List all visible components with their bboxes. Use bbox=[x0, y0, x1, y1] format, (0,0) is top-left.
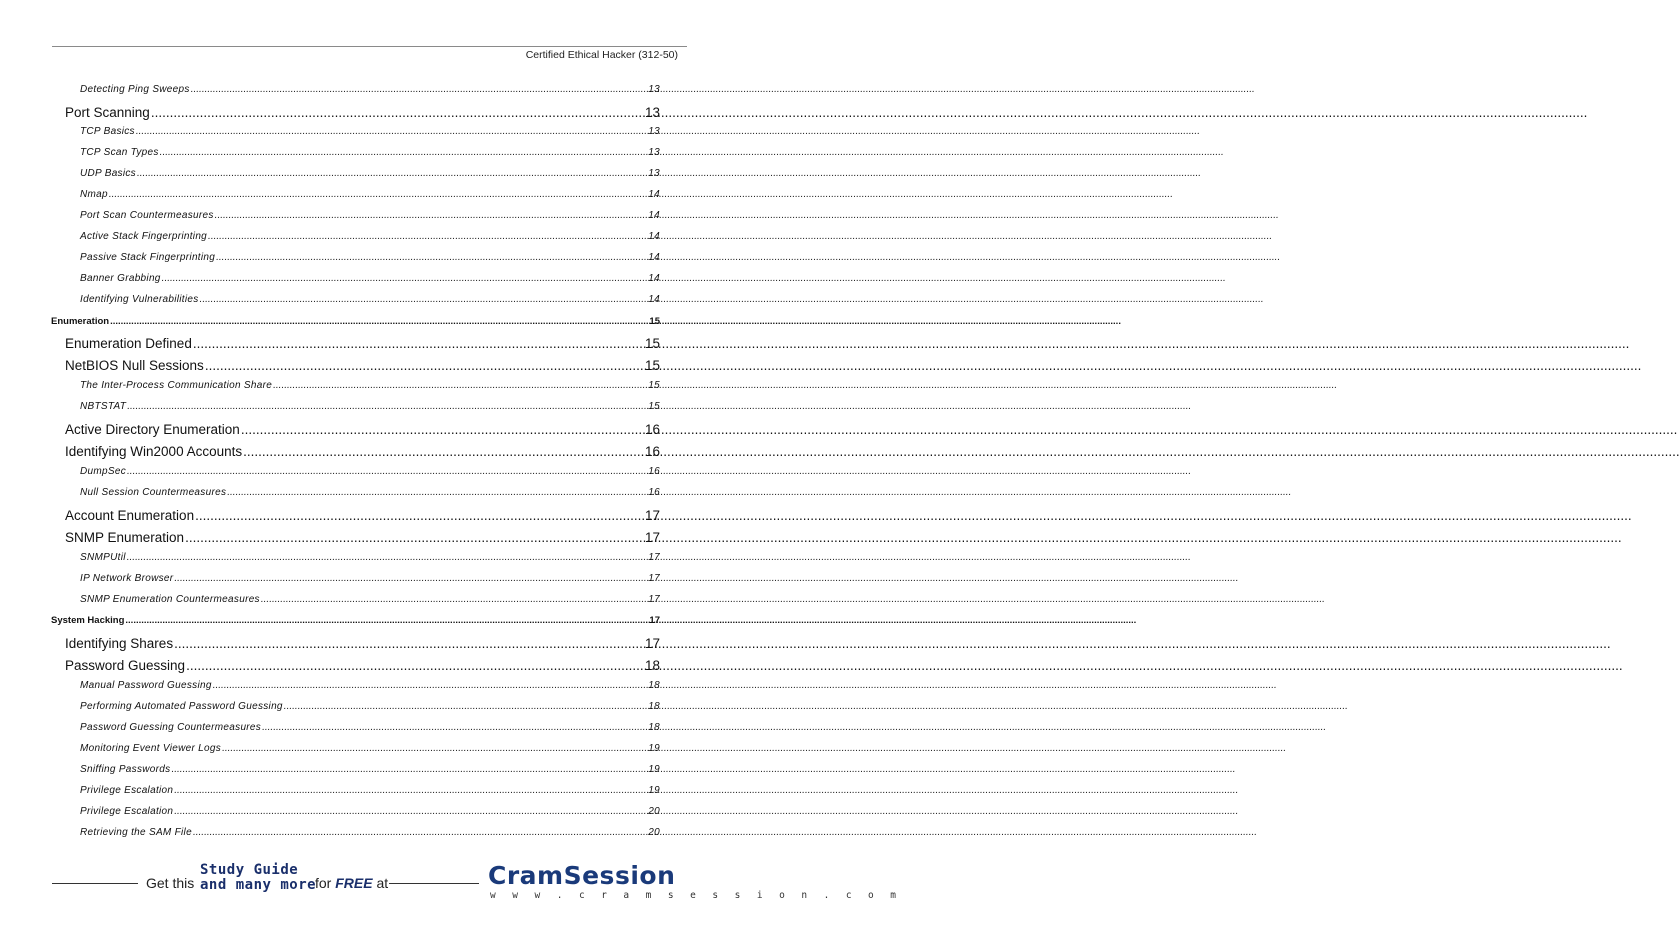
toc-entry[interactable] bbox=[0, 636, 728, 651]
toc-entry-page: 15 bbox=[648, 380, 660, 391]
header-rule bbox=[52, 46, 687, 47]
toc-leader-dots bbox=[127, 401, 646, 412]
toc-leader-dots bbox=[222, 743, 646, 754]
toc-entry-label: Nmap bbox=[80, 189, 108, 200]
toc-entry[interactable] bbox=[0, 722, 728, 733]
toc-entry-label: Detecting Ping Sweeps bbox=[80, 84, 190, 95]
toc-leader-dots bbox=[200, 294, 647, 305]
toc-entry[interactable] bbox=[0, 252, 728, 263]
toc-entry-page: 17 bbox=[648, 594, 660, 605]
toc-entry-page: 19 bbox=[648, 785, 660, 796]
toc-leader-dots bbox=[186, 658, 643, 673]
toc-entry-label: Null Session Countermeasures bbox=[80, 487, 227, 498]
toc-leader-dots bbox=[241, 422, 643, 437]
toc-leader-dots bbox=[174, 573, 646, 584]
toc-leader-dots bbox=[215, 210, 647, 221]
toc-entry-page: 16 bbox=[648, 466, 660, 477]
toc-entry[interactable] bbox=[0, 147, 728, 158]
footer-rule-mid bbox=[389, 883, 479, 884]
toc-leader-dots bbox=[208, 231, 646, 242]
toc-entry-page: 17 bbox=[648, 573, 660, 584]
toc-leader-dots bbox=[185, 530, 643, 545]
toc-entry-page: 20 bbox=[648, 806, 660, 817]
toc-entry[interactable] bbox=[0, 358, 728, 373]
toc-entry-label: Password Guessing bbox=[65, 658, 186, 673]
toc-entry-page: 16 bbox=[648, 487, 660, 498]
toc-entry-page: 14 bbox=[648, 294, 660, 305]
cramsession-url[interactable]: w w w . c r a m s e s s i o n . c o m bbox=[490, 890, 902, 901]
toc-entry[interactable] bbox=[0, 210, 728, 221]
toc-entry-label: Enumeration bbox=[51, 316, 110, 327]
toc-entry-label: Performing Automated Password Guessing bbox=[80, 701, 283, 712]
footer-study-guide-title: Study Guide bbox=[200, 862, 299, 878]
toc-entry-label: IP Network Browser bbox=[80, 573, 174, 584]
toc-entry[interactable] bbox=[0, 401, 728, 412]
toc-entry[interactable] bbox=[0, 658, 728, 673]
toc-leader-dots bbox=[191, 84, 647, 95]
toc-entry-label: Identifying Shares bbox=[65, 636, 174, 651]
toc-entry-page: 17 bbox=[644, 636, 660, 651]
toc-leader-dots bbox=[193, 827, 646, 838]
toc-entry[interactable] bbox=[0, 294, 728, 305]
toc-leader-dots bbox=[195, 508, 643, 523]
toc-entry-label: The Inter-Process Communication Share bbox=[80, 380, 273, 391]
toc-leader-dots bbox=[174, 636, 643, 651]
toc-entry-label: Password Guessing Countermeasures bbox=[80, 722, 262, 733]
toc-entry-page: 18 bbox=[648, 722, 660, 733]
cramsession-logo[interactable]: CramSession bbox=[488, 861, 676, 890]
toc-entry-label: Port Scan Countermeasures bbox=[80, 210, 214, 221]
toc-entry-page: 13 bbox=[644, 105, 660, 120]
toc-leader-dots bbox=[216, 252, 646, 263]
toc-entry[interactable] bbox=[0, 84, 728, 95]
toc-entry-label: System Hacking bbox=[51, 615, 125, 626]
toc-entry-page: 14 bbox=[648, 273, 660, 284]
toc-entry-page: 13 bbox=[648, 147, 660, 158]
toc-entry[interactable] bbox=[0, 336, 728, 351]
toc-entry-page: 18 bbox=[644, 658, 660, 673]
toc-entry-label: Manual Password Guessing bbox=[80, 680, 212, 691]
toc-entry-page: 17 bbox=[649, 615, 660, 626]
toc-entry-label: Banner Grabbing bbox=[80, 273, 161, 284]
toc-entry[interactable] bbox=[0, 764, 728, 775]
toc-entry-label: TCP Scan Types bbox=[80, 147, 159, 158]
toc-leader-dots bbox=[261, 594, 646, 605]
toc-entry[interactable] bbox=[0, 743, 728, 754]
toc-entry[interactable] bbox=[0, 105, 728, 120]
toc-entry-label: Active Directory Enumeration bbox=[65, 422, 240, 437]
toc-entry-page: 15 bbox=[649, 316, 660, 327]
toc-entry-page: 15 bbox=[644, 336, 660, 351]
footer-rule-left bbox=[52, 883, 138, 884]
toc-entry-label: NBTSTAT bbox=[80, 401, 127, 412]
toc-entry-label: Identifying Vulnerabilities bbox=[80, 294, 199, 305]
footer-for: for bbox=[315, 875, 332, 891]
toc-entry[interactable] bbox=[0, 508, 728, 523]
toc-entry-page: 13 bbox=[648, 126, 660, 137]
toc-leader-dots bbox=[243, 444, 643, 459]
toc-leader-dots bbox=[193, 336, 643, 351]
toc-entry-label: Enumeration Defined bbox=[65, 336, 192, 351]
toc-entry-page: 17 bbox=[644, 530, 660, 545]
toc-leader-dots bbox=[136, 126, 646, 137]
toc-leader-dots bbox=[127, 552, 647, 563]
toc-entry-label: Sniffing Passwords bbox=[80, 764, 171, 775]
toc-leader-dots bbox=[213, 680, 647, 691]
toc-entry-label: NetBIOS Null Sessions bbox=[65, 358, 204, 373]
toc-entry-page: 15 bbox=[648, 401, 660, 412]
toc-entry[interactable] bbox=[0, 827, 728, 838]
footer-study-guide bbox=[200, 863, 316, 893]
toc-entry[interactable] bbox=[0, 189, 728, 200]
toc-leader-dots bbox=[205, 358, 643, 373]
toc-leader-dots bbox=[127, 466, 646, 477]
toc-entry[interactable] bbox=[0, 316, 728, 327]
toc-leader-dots bbox=[227, 487, 646, 498]
toc-entry[interactable] bbox=[0, 422, 728, 437]
toc-entry-label: Monitoring Event Viewer Logs bbox=[80, 743, 222, 754]
footer-get-this: Get this bbox=[146, 875, 195, 891]
toc-entry-page: 19 bbox=[648, 743, 660, 754]
toc-leader-dots bbox=[174, 806, 646, 817]
toc-leader-dots bbox=[109, 189, 646, 200]
toc-entry-page: 19 bbox=[648, 764, 660, 775]
toc-leader-dots bbox=[174, 785, 646, 796]
toc-leader-dots bbox=[110, 316, 647, 327]
toc-entry-label: SNMP Enumeration bbox=[65, 530, 185, 545]
toc-entry-label: Passive Stack Fingerprinting bbox=[80, 252, 216, 263]
toc-entry[interactable] bbox=[0, 273, 728, 284]
footer-for-free-at bbox=[315, 875, 388, 891]
toc-leader-dots bbox=[137, 168, 646, 179]
toc-leader-dots bbox=[273, 380, 646, 391]
toc-entry-page: 18 bbox=[648, 680, 660, 691]
toc-entry[interactable] bbox=[0, 701, 728, 712]
toc-entry-label: Privilege Escalation bbox=[80, 806, 174, 817]
toc-entry-label: Account Enumeration bbox=[65, 508, 195, 523]
toc-entry[interactable] bbox=[0, 615, 728, 626]
toc-entry[interactable] bbox=[0, 380, 728, 391]
toc-entry-label: TCP Basics bbox=[80, 126, 135, 137]
toc-entry-page: 14 bbox=[648, 210, 660, 221]
toc-entry[interactable] bbox=[0, 466, 728, 477]
toc-entry-page: 18 bbox=[648, 701, 660, 712]
toc-entry-label: SNMPUtil bbox=[80, 552, 126, 563]
toc-entry[interactable] bbox=[0, 444, 728, 459]
toc-leader-dots bbox=[125, 615, 647, 626]
toc-leader-dots bbox=[262, 722, 646, 733]
toc-entry-page: 14 bbox=[648, 189, 660, 200]
toc-entry-label: Port Scanning bbox=[65, 105, 150, 120]
toc-leader-dots bbox=[162, 273, 647, 284]
toc-entry-label: DumpSec bbox=[80, 466, 127, 477]
toc-entry-label: Retrieving the SAM File bbox=[80, 827, 192, 838]
footer-free: FREE bbox=[335, 875, 373, 891]
toc-entry-page: 15 bbox=[644, 358, 660, 373]
toc-entry-page: 13 bbox=[648, 168, 660, 179]
footer-at: at bbox=[376, 875, 389, 891]
toc-entry-label: Active Stack Fingerprinting bbox=[80, 231, 208, 242]
toc-entry[interactable] bbox=[0, 680, 728, 691]
toc-entry-label: Privilege Escalation bbox=[80, 785, 174, 796]
toc-entry[interactable] bbox=[0, 231, 728, 242]
toc-entry[interactable] bbox=[0, 806, 728, 817]
toc-entry-page: 16 bbox=[644, 444, 660, 459]
toc-entry[interactable] bbox=[0, 530, 728, 545]
toc-entry[interactable] bbox=[0, 594, 728, 605]
footer-banner[interactable] bbox=[52, 860, 902, 901]
toc-entry[interactable] bbox=[0, 168, 728, 179]
toc-entry-label: SNMP Enumeration Countermeasures bbox=[80, 594, 260, 605]
toc-entry-page: 20 bbox=[648, 827, 660, 838]
toc-leader-dots bbox=[284, 701, 646, 712]
toc-leader-dots bbox=[160, 147, 647, 158]
toc-leader-dots bbox=[151, 105, 643, 120]
toc-leader-dots bbox=[171, 764, 646, 775]
header-title: Certified Ethical Hacker (312-50) bbox=[525, 49, 678, 61]
toc-entry[interactable] bbox=[0, 552, 728, 563]
toc-entry[interactable] bbox=[0, 487, 728, 498]
toc-entry[interactable] bbox=[0, 785, 728, 796]
toc-entry-label: UDP Basics bbox=[80, 168, 136, 179]
toc-entry-page: 17 bbox=[648, 552, 660, 563]
toc-entry-page: 17 bbox=[644, 508, 660, 523]
toc-entry-page: 14 bbox=[648, 252, 660, 263]
toc-entry-page: 16 bbox=[644, 422, 660, 437]
toc-entry-page: 14 bbox=[648, 231, 660, 242]
toc-entry-label: Identifying Win2000 Accounts bbox=[65, 444, 243, 459]
toc-entry[interactable] bbox=[0, 126, 728, 137]
footer-and-many-more: and many more bbox=[200, 877, 317, 893]
toc-entry-page: 13 bbox=[648, 84, 660, 95]
toc-entry[interactable] bbox=[0, 573, 728, 584]
